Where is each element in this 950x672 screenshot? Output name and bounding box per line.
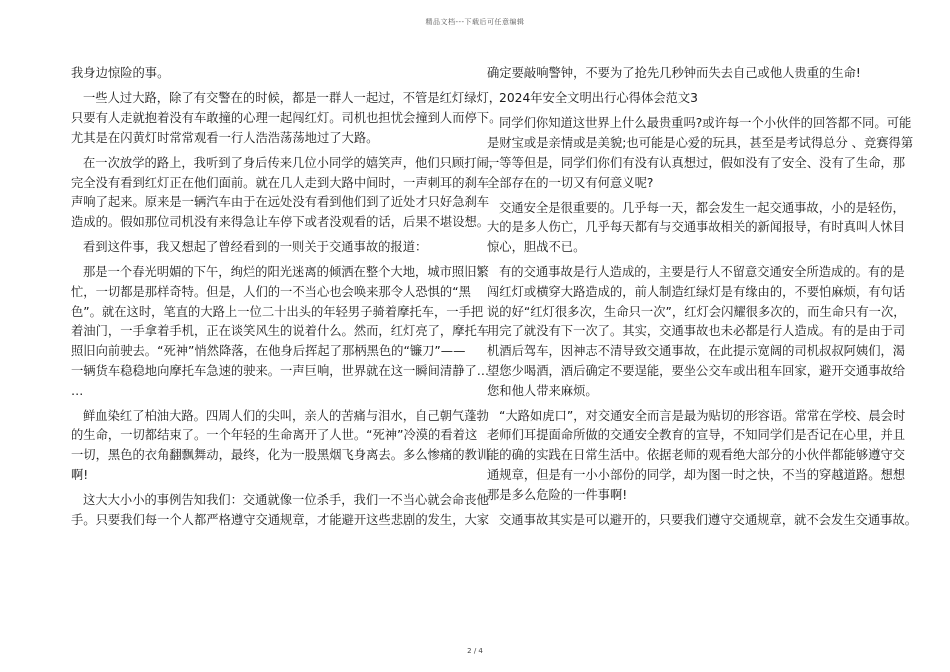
text-line: 惊心，胆战不已。	[487, 240, 586, 255]
text-line: 在一次放学的路上，我听到了身后传来几位小同学的嬉笑声，他们只顾打闹，	[83, 155, 502, 170]
right-paragraph	[487, 64, 887, 84]
right-paragraph	[487, 263, 906, 401]
text-line: 大的是多人伤亡，几乎每天都有与交通事故相关的新闻报导，有时真叫人怵目	[487, 220, 906, 235]
text-line: 是财宝或是亲情或是美貌;也可能是心爱的玩具，甚至是考试得总分 、竞赛得第	[487, 136, 914, 151]
text-line: 全部存在的一切又有何意义呢?	[487, 175, 654, 190]
text-line: 您和他人带来麻烦。	[487, 383, 598, 398]
text-line: 手。只要我们每一个人都严格遵守交通规章，才能避开这些悲剧的发生，大家	[71, 512, 490, 527]
text-line: 老师们耳提面命所做的交通安全教育的宣导，不知同学们是否记在心里，并且	[487, 428, 906, 443]
left-paragraph	[71, 154, 502, 233]
text-line: 那是多么危险的一件事啊!	[487, 487, 628, 502]
text-line: 说的好“红灯很多次，生命只一次”，红灯会闪耀很多次的，而生命只有一次，	[487, 304, 906, 319]
text-line: 声响了起来。原来是一辆汽车由于在远处没有看到他们到了近处才只好急刹车	[71, 195, 490, 210]
text-line: 机酒后驾车，因神志不清导致交通事故，在此提示宽阔的司机叔叔阿姨们，渴	[487, 344, 906, 359]
text-line: 交通安全是很重要的。几乎每一天，都会发生一起交通事故，小的是轻伤，	[499, 200, 905, 215]
text-line: 造成的。假如那位司机没有来得急让车停下或者没观看的话，后果不堪设想。	[71, 214, 490, 229]
text-line: 我身边惊险的事。	[71, 66, 170, 80]
text-line: 啊!	[71, 467, 89, 482]
text-line: 那是一个春光明媚的下午，绚烂的阳光迷离的倾洒在整个大地，城市照旧繁	[83, 265, 489, 280]
right-column	[487, 64, 918, 536]
text-line: “大路如虎口”，对交通安全而言是最为贴切的形容语。常常在学校、晨会时	[499, 408, 906, 423]
text-line: 闯红灯或横穿大路造成的，前人制造红绿灯是有缘由的，不要怕麻烦，有句话	[487, 285, 906, 300]
right-paragraph	[487, 511, 918, 531]
text-line: 这大大小小的事例告知我们：交通就像一位杀手，我们一不当心就会命丧他	[83, 493, 489, 508]
left-paragraph	[71, 407, 490, 486]
left-paragraph	[71, 64, 471, 84]
left-paragraph	[71, 263, 490, 401]
text-line: 只要有人走就抱着没有车敢撞的心理一起闯红灯。司机也担忧会撞到人而停下。	[71, 110, 502, 125]
text-line: 通规章，但是有一小小部份的同学，却为图一时之快，不当的穿越道路。想想	[487, 467, 906, 482]
left-paragraph	[71, 238, 471, 258]
left-paragraph	[71, 89, 502, 148]
text-line: 一辆货车稳稳地向摩托车急速的驶来。一声巨响，世界就在这一瞬间清静了…	[71, 363, 490, 378]
right-paragraph	[487, 89, 887, 109]
text-line: 照旧向前驶去。“死神”悄然降落，在他身后挥起了那柄黑色的“镰刀”——	[71, 344, 466, 359]
text-line: 一些人过大路，除了有交警在的时候，都是一群人一起过，不管是红灯绿灯，	[83, 91, 502, 106]
text-line: 一切，黑色的衣角翻飘舞动，最终，化为一股黑烟飞身离去。多么惨痛的教训	[71, 448, 490, 463]
left-column	[71, 64, 502, 536]
text-line: 忙，一切都是那样奇特。但是，人们的一不当心也会唤来那令人恐惧的“黑	[71, 285, 471, 300]
text-line: 同学们你知道这世界上什么最贵重吗?或许每一个小伙伴的回答都不同。可能	[499, 116, 912, 131]
text-line: 交通事故其实是可以避开的，只要我们遵守交通规章，就不会发生交通事故。	[499, 512, 918, 527]
right-paragraph	[487, 114, 914, 193]
text-line: 能的确的实践在日常生活中。依据老师的观看绝大部分的小伙伴都能够遵守交	[487, 448, 906, 463]
text-line: 的生命，一切都结束了。一个年轻的生命离开了人世。“死神”冷漠的看着这	[71, 428, 478, 443]
text-line: 2024年安全文明出行心得体会范文3	[499, 91, 698, 106]
page-number: 2 / 4	[467, 647, 483, 655]
text-line: 完全没有看到红灯正在他们面前。就在几人走到大路中间时，一声刺耳的刹车	[71, 175, 490, 190]
right-paragraph	[487, 407, 906, 506]
text-line: 望您少喝酒，酒后确定不要逞能，要坐公交车或出租车回家，避开交通事故给	[487, 363, 906, 378]
text-line: 尤其是在闪黄灯时常常观看一行人浩浩荡荡地过了大路。	[71, 130, 379, 145]
text-line: 色”。就在这时，笔直的大路上一位二十出头的年轻男子骑着摩托车，一手把	[71, 304, 484, 319]
text-line: 看到这件事，我又想起了曾经看到的一则关于交通事故的报道：	[83, 240, 428, 255]
left-paragraph	[71, 491, 490, 530]
text-line: …	[71, 383, 84, 398]
text-line: 一等等但是，同学们你们有没有认真想过，假如没有了安全、没有了生命，那	[487, 155, 906, 170]
text-line: 用完了就没有下一次了。其实，交通事故也未必都是行人造成。有的是由于司	[487, 324, 906, 339]
page-header: 精品文档---下载后可任意编辑	[425, 18, 525, 26]
text-line: 有的交通事故是行人造成的，主要是行人不留意交通安全所造成的。有的是	[499, 265, 905, 280]
text-line: 确定要敲响警钟，不要为了抢先几秒钟而失去自己或他人贵重的生命!	[487, 66, 861, 80]
text-line: 着油门，一手拿着手机，正在谈笑风生的说着什么。然而，红灯亮了，摩托车	[71, 324, 490, 339]
text-line: 鲜血染红了柏油大路。四周人们的尖叫，亲人的苦痛与泪水，自己朝气蓬勃	[83, 408, 489, 423]
right-paragraph	[487, 199, 906, 258]
